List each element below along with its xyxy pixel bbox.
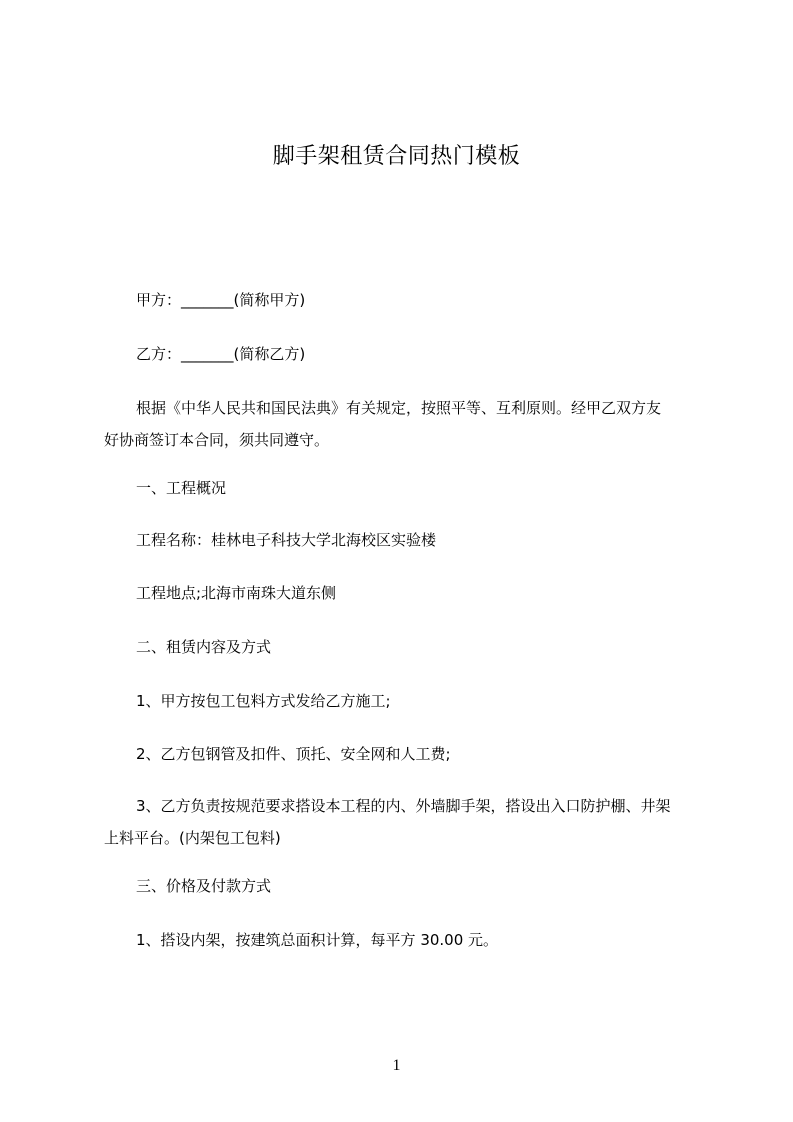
item-2-3-line-2: 上料平台。(内架包工包料) xyxy=(104,829,281,847)
item-2-3-line-1: 3、乙方负责按规范要求搭设本工程的内、外墙脚手架，搭设出入口防护棚、井架 xyxy=(136,797,671,815)
page-number: 1 xyxy=(392,1057,401,1074)
item-3-1-line: 1、搭设内架，按建筑总面积计算，每平方 30.00 元。 xyxy=(136,931,499,949)
project-location-line: 工程地点;北海市南珠大道东侧 xyxy=(136,584,337,602)
preamble-line-2: 好协商签订本合同，须共同遵守。 xyxy=(104,431,330,449)
preamble-paragraph xyxy=(104,392,714,456)
item-2-2-line: 2、乙方包钢管及扣件、顶托、安全网和人工费; xyxy=(136,745,451,763)
project-name-line: 工程名称：桂林电子科技大学北海校区实验楼 xyxy=(136,531,437,549)
item-2-3-paragraph xyxy=(104,790,714,854)
party-a-line: 甲方：_______(简称甲方) xyxy=(136,291,306,309)
section-2-heading: 二、租赁内容及方式 xyxy=(136,638,272,656)
section-1-heading: 一、工程概况 xyxy=(136,479,227,497)
item-2-1-line: 1、甲方按包工包料方式发给乙方施工; xyxy=(136,692,391,710)
party-b-line: 乙方：_______(简称乙方) xyxy=(136,345,306,363)
section-3-heading: 三、价格及付款方式 xyxy=(136,877,272,895)
preamble-line-1: 根据《中华人民共和国民法典》有关规定，按照平等、互利原则。经甲乙双方友 xyxy=(136,399,662,417)
document-title: 脚手架租赁合同热门模板 xyxy=(272,144,521,169)
